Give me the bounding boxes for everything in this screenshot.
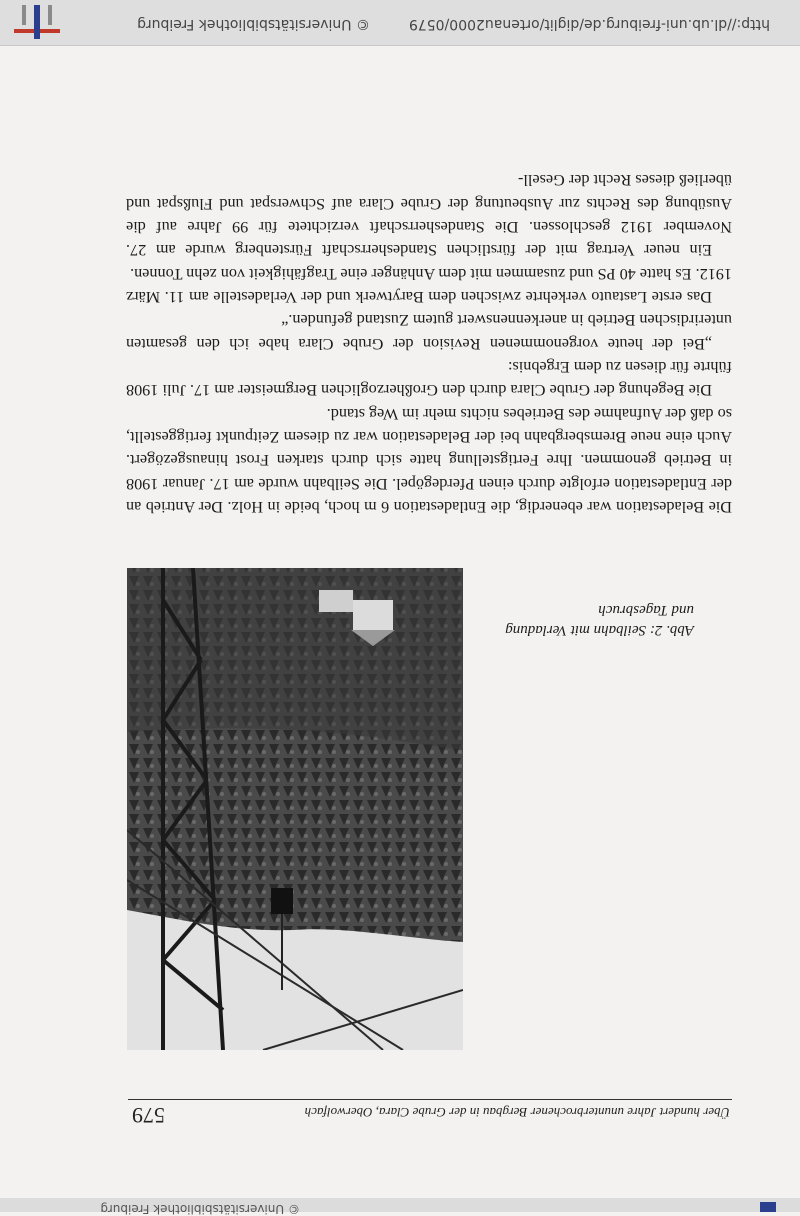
- caption-line: und Tagesbruch: [598, 602, 694, 618]
- url-text[interactable]: http://dl.ub.uni-freiburg.de/diglit/ortenau2000/0579: [408, 16, 770, 32]
- paragraph: Die Begehung der Grube Clara durch den Großherzoglichen Bergmeister am 17. Juli 1908 führte für diesen zu dem Ergebnis:: [126, 357, 732, 400]
- paragraph: Die Beladestation war ebenerdig, die Entladestation 6 m hoch, beide in Holz. Der Antrieb an der Entladestation erfolgte durch einen Pferdegöpel. Die Seilbahn wurde am 17. Januar 1908 in Betrieb genommen. Ihre Fertigstellung hatte sich durch starken Frost hinausgezögert. Auch eine neue Bremsbergbahn bei der Beladestation war zu diesem Zeitpunkt fertiggestellt, so daß der Aufnahme des Betriebes nichts mehr im Weg stand.: [126, 404, 732, 516]
- header-rule: [128, 1099, 732, 1100]
- figure-photo: [127, 568, 463, 1050]
- paragraph: Das erste Lastauto verkehrte zwischen dem Barytwerk und der Verladestelle am 11. März 1912. Es hatte 40 PS und zusammen mit dem Anhänger eine Tragfähigkeit von zehn Tonnen.: [126, 264, 732, 306]
- ub-logo-fragment: [760, 1202, 776, 1212]
- ub-logo-icon: [14, 5, 60, 39]
- page-number: 579: [132, 1103, 165, 1128]
- running-header: Über hundert Jahre ununterbrochener Bergbau in der Grube Clara, Oberwolfach: [304, 1105, 730, 1120]
- paragraph: „Bei der heute vorgenommenen Revision der Grube Clara habe ich den gesamten unterirdischen Betrieb in anerkennenswert gutem Zustand gefunden.“: [126, 311, 732, 353]
- paragraph: Ein neuer Vertrag mit der fürstlichen Standesherrschaft Fürstenberg wurde am 27. November 1912 geschlossen. Die Standesherrschaft verzichtete für 99 Jahre auf die Ausübung des Rechts zur Ausbeutung der Grube Clara auf Schwerspat und Flußspat und überließ dieses Recht der Gesell-: [126, 171, 732, 260]
- copyright-text: © Universitätsbibliothek Freiburg: [137, 16, 370, 32]
- bottom-strip: [0, 1198, 800, 1216]
- figure-caption: [505, 600, 694, 640]
- body-text: [126, 168, 732, 518]
- caption-line: Abb. 2: Seilbahn mit Verladung: [505, 622, 694, 638]
- bottom-copyright: © Universitätsbibliothek Freiburg: [100, 1202, 300, 1216]
- url-bar: [0, 0, 800, 46]
- cableway-photo: [127, 568, 463, 1050]
